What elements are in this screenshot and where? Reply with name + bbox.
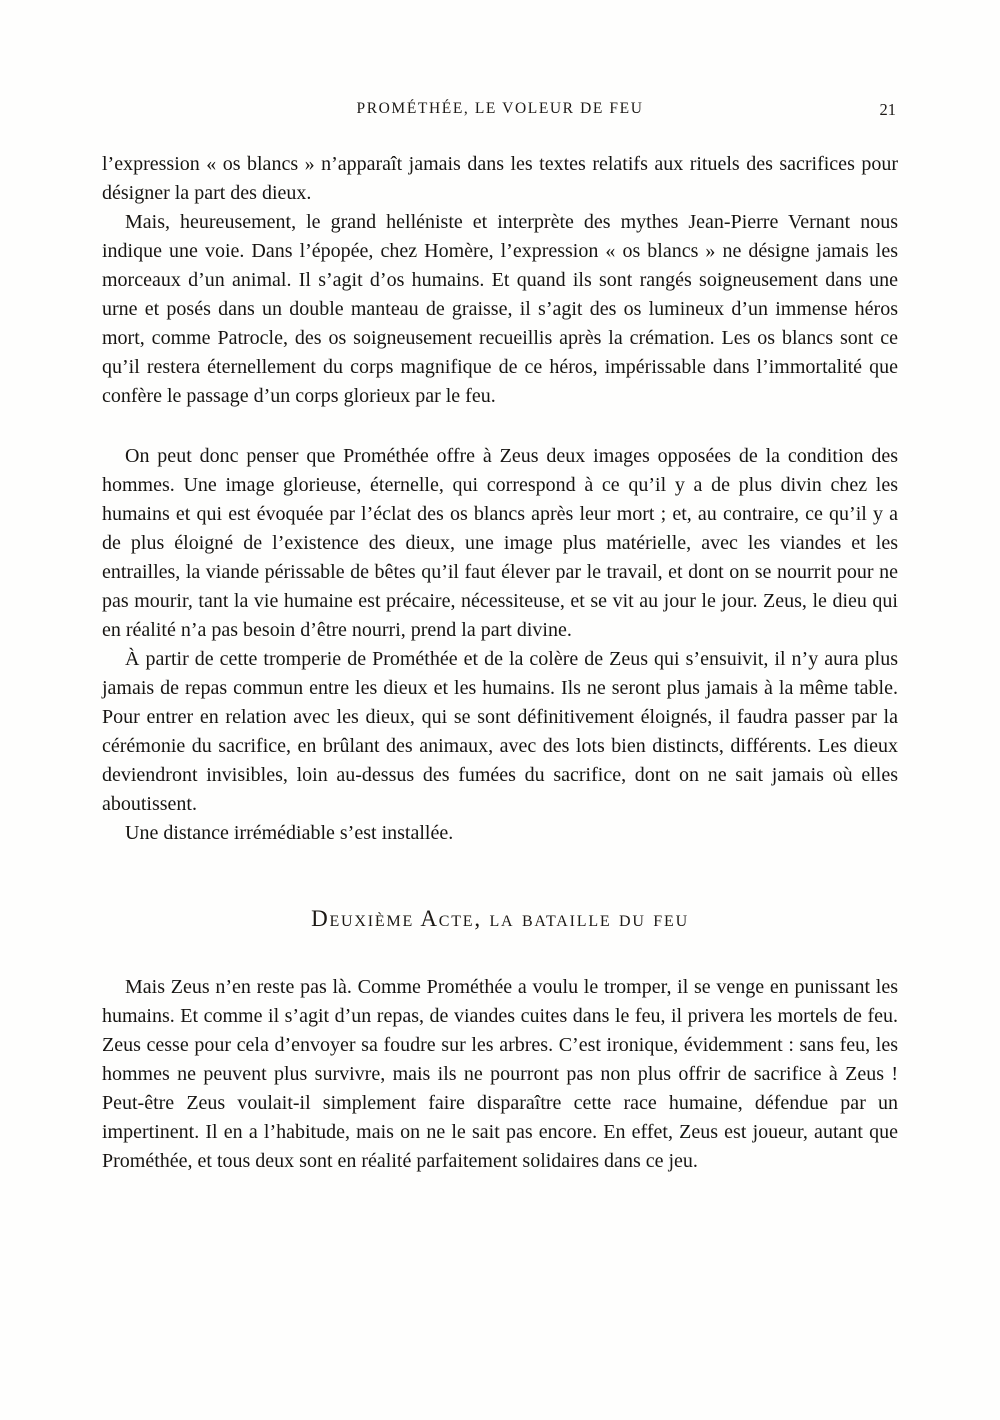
- paragraph: Mais, heureusement, le grand helléniste et interprète des mythes Jean-Pierre Vernant nous indique une voie. Dans l’épopée, chez Homère, l’expression « os blancs » ne désigne jamais les morceaux d’un animal. Il s’agit d’os humains. Et quand ils sont rangés soigneusement dans une urne et posés dans un double manteau de graisse, il s’agit des os lumineux d’un immense héros mort, comme Patrocle, des os soigneusement recueillis après la crémation. Les os blancs sont ce qu’il restera éternellement du corps magnifique de ce héros, impérissable dans l’immortalité que confère le passage d’un corps glorieux par le feu.: [102, 211, 898, 407]
- paragraph: On peut donc penser que Prométhée offre à Zeus deux images opposées de la condition des hommes. Une image glorieuse, éternelle, qui correspond à ce qu’il y a de plus divin chez les humains et qui est évoquée par l’éclat des os blancs après leur mort ; et, au contraire, ce qu’il y a de plus éloigné de l’existence des dieux, une image plus matérielle, avec les viandes et les entrailles, la viande périssable de bêtes qu’il faut élever par le travail, et dont on se nourrit pour ne pas mourir, tant la vie humaine est précaire, nécessiteuse, et se vit au jour le jour. Zeus, le dieu qui en réalité n’a pas besoin d’être nourri, prend la part divine.: [102, 445, 898, 641]
- paragraph: Une distance irrémédiable s’est installée.: [125, 822, 454, 844]
- paragraph: À partir de cette tromperie de Prométhée et de la colère de Zeus qui s’ensuivit, il n’y aura plus jamais de repas commun entre les dieux et les humains. Ils ne seront plus jamais à la même table. Pour entrer en relation avec les dieux, qui se sont définitivement éloignés, il faudra passer par la cérémonie du sacrifice, en brûlant des animaux, avec des lots bien distincts, différents. Les dieux deviendront invisibles, loin au-dessus des fumées du sacrifice, dont on ne sait jamais où elles aboutissent.: [102, 648, 898, 815]
- section-heading: Deuxième Acte, la bataille du feu: [311, 906, 689, 931]
- running-title: PROMÉTHÉE, LE VOLEUR DE FEU: [356, 100, 644, 117]
- paragraph: Mais Zeus n’en reste pas là. Comme Prométhée a voulu le tromper, il se venge en punissant les humains. Et comme il s’agit d’un repas, de viandes cuites dans le feu, il privera les mortels de feu. Zeus cesse pour cela d’envoyer sa foudre sur les arbres. C’est ironique, évidemment : sans feu, les hommes ne peuvent plus survivre, mais ils ne pourront pas non plus offrir de sacrifice à Zeus ! Peut-être Zeus voulait-il simplement faire disparaître cette race humaine, défendue par un impertinent. Il en a l’habitude, mais on ne le sait pas encore. En effet, Zeus est joueur, autant que Prométhée, et tous deux sont en réalité parfaitement solidaires dans ce jeu.: [102, 976, 898, 1172]
- body-text: [102, 150, 898, 1176]
- page-number: 21: [879, 100, 896, 119]
- running-header: [102, 100, 898, 118]
- paragraph-continuation: l’expression « os blancs » n’apparaît jamais dans les textes relatifs aux rituels des sacrifices pour désigner la part des dieux.: [102, 153, 898, 204]
